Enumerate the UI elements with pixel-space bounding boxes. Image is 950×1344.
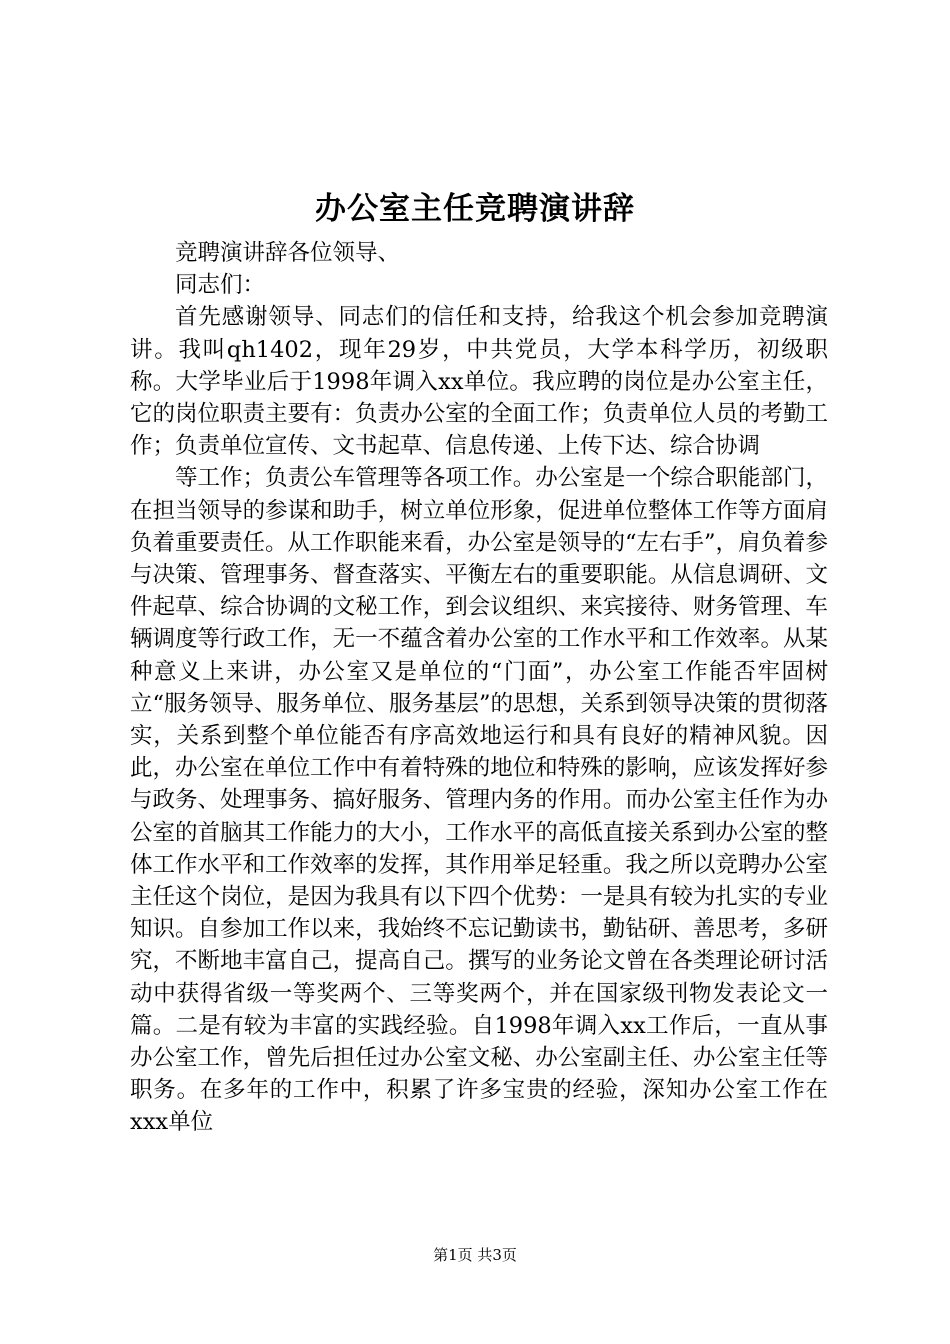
document-body (130, 237, 828, 1139)
paragraph-salutation-1: 竞聘演讲辞各位领导、 (175, 240, 401, 266)
paragraph-introduction: 首先感谢领导、同志们的信任和支持，给我这个机会参加竞聘演讲。我叫qh1402，现年29岁，中共党员，大学本科学历，初级职称。大学毕业后于1998年调入xx单位。我应聘的岗位是办公室主任，它的岗位职责主要有：负责办公室的全面工作；负责单位人员的考勤工作；负责单位宣传、文书起草、信息传递、上传下达、综合协调 (130, 304, 828, 460)
paragraph-main: 等工作；负责公车管理等各项工作。办公室是一个综合职能部门，在担当领导的参谋和助手，树立单位形象，促进单位整体工作等方面肩负着重要责任。从工作职能来看，办公室是领导的“左右手”，肩负着参与决策、管理事务、督查落实、平衡左右的重要职能。从信息调研、文件起草、综合协调的文秘工作，到会议组织、来宾接待、财务管理、车辆调度等行政工作，无一不蕴含着办公室的工作水平和工作效率。从某种意义上来讲，办公室又是单位的“门面”，办公室工作能否牢固树立“服务领导、服务单位、服务基层”的思想，关系到领导决策的贯彻落实，关系到整个单位能否有序高效地运行和具有良好的精神风貌。因此，办公室在单位工作中有着特殊的地位和特殊的影响，应该发挥好参与政务、处理事务、搞好服务、管理内务的作用。而办公室主任作为办公室的首脑其工作能力的大小，工作水平的高低直接关系到办公室的整体工作水平和工作效率的发挥，其作用举足轻重。我之所以竞聘办公室主任这个岗位，是因为我具有以下四个优势：一是具有较为扎实的专业知识。自参加工作以来，我始终不忘记勤读书，勤钻研、善思考，多研究，不断地丰富自己，提高自己。撰写的业务论文曾在各类理论研讨活动中获得省级一等奖两个、三等奖两个，并在国家级刊物发表论文一篇。二是有较为丰富的实践经验。自1998年调入xx工作后，一直从事办公室工作，曾先后担任过办公室文秘、办公室副主任、办公室主任等职务。在多年的工作中，积累了许多宝贵的经验，深知办公室工作在xxx单位 (130, 465, 829, 1136)
paragraph-salutation-2: 同志们： (175, 272, 266, 299)
page-footer: 第1页 共3页 (433, 1246, 517, 1264)
document-title: 办公室主任竞聘演讲辞 (315, 191, 635, 227)
